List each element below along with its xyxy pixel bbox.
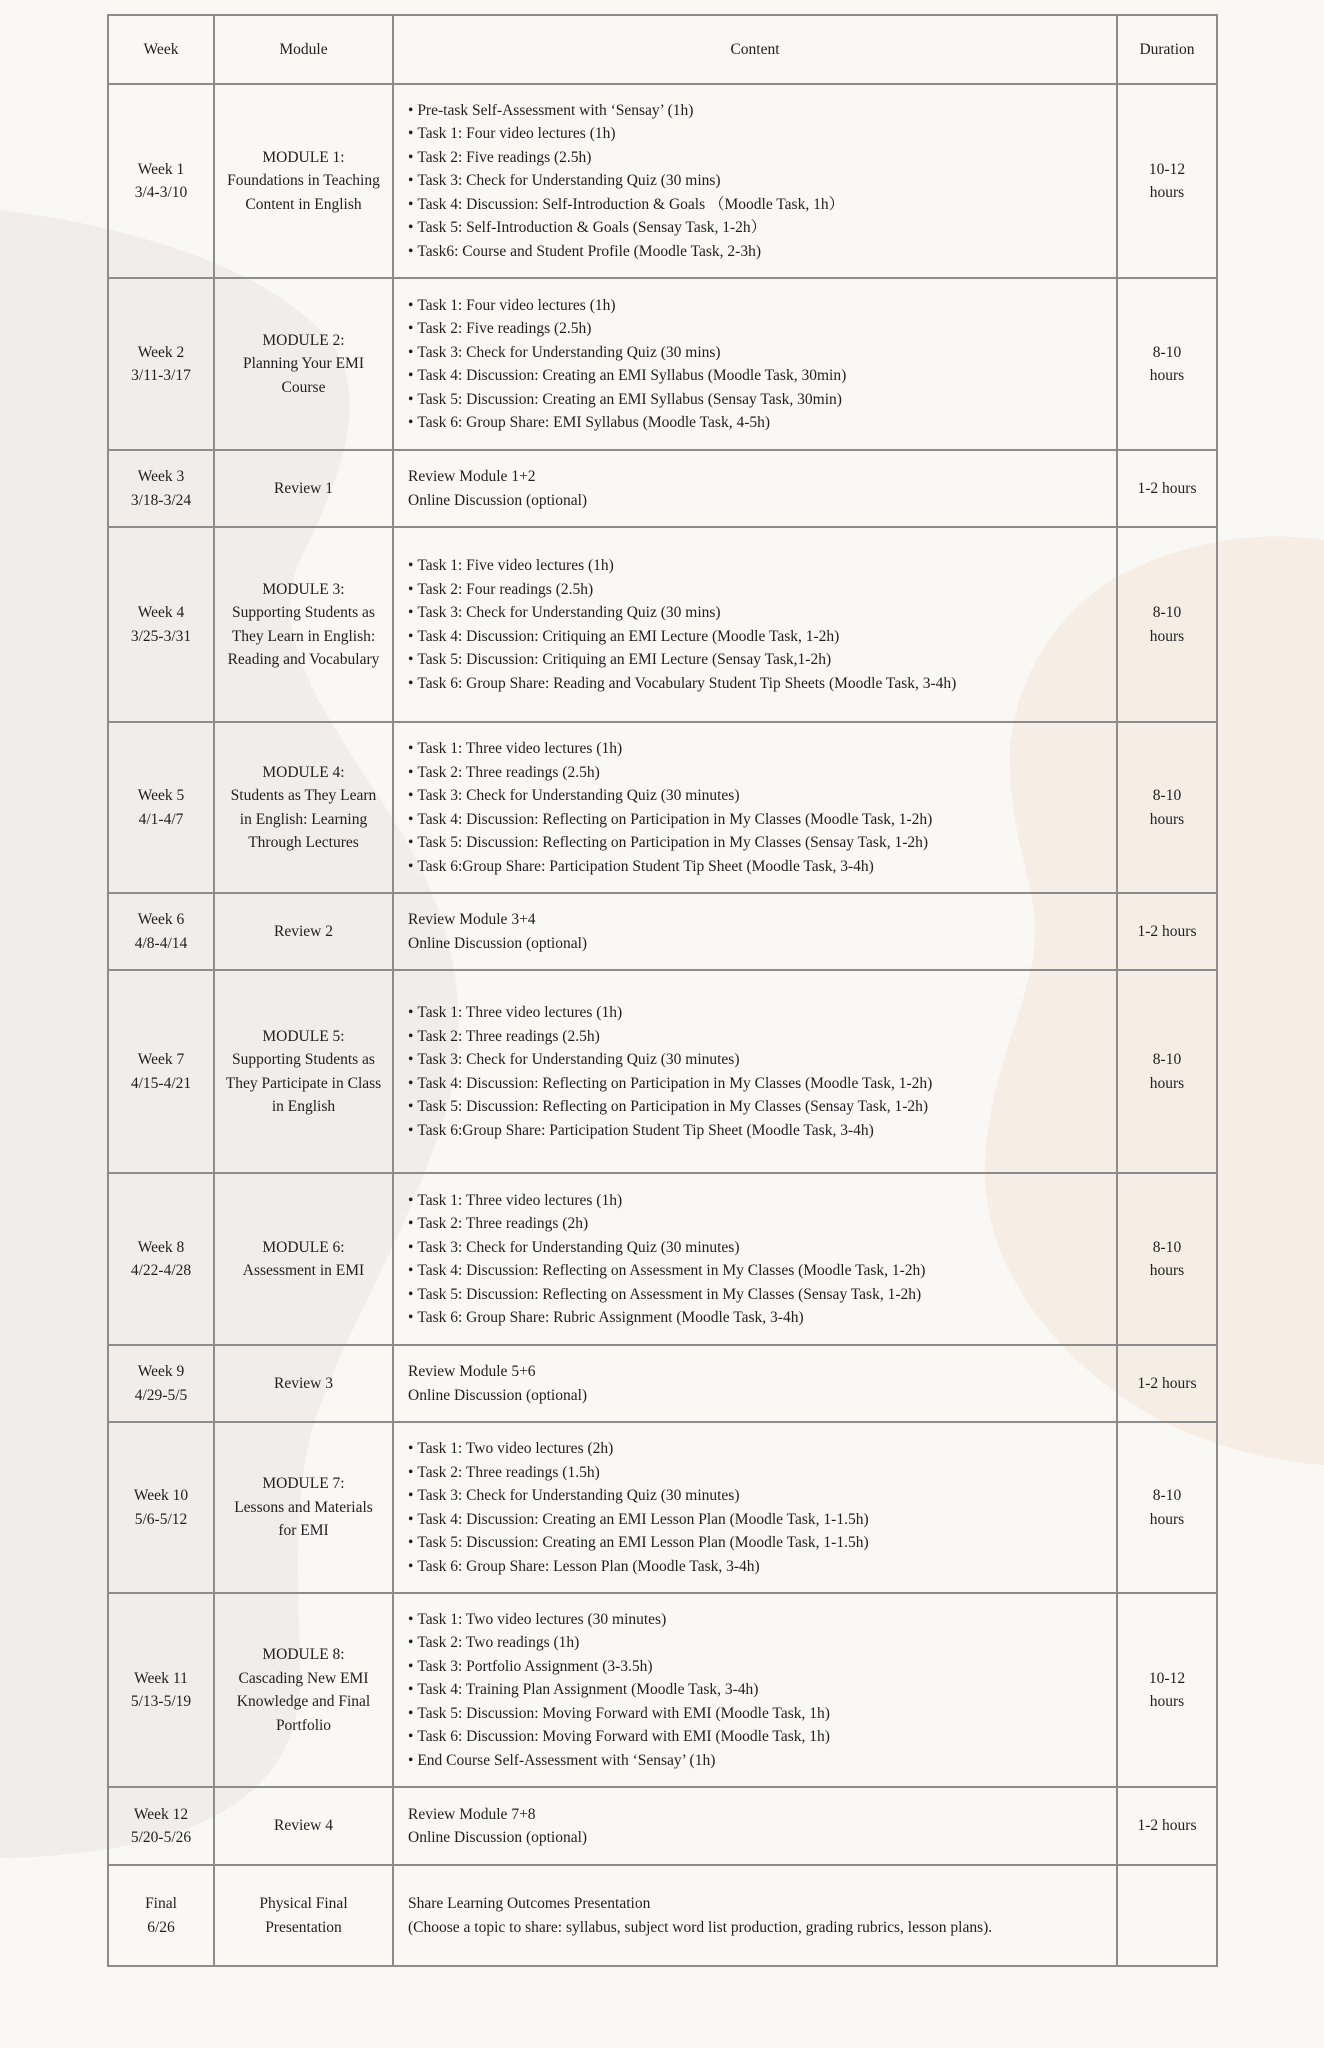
task-item: • Task 1: Three video lectures (1h) (408, 1001, 1104, 1025)
module-label: Review 2 (274, 922, 333, 940)
module-cell (214, 450, 393, 527)
module-label: Presentation (265, 1918, 342, 1936)
task-item: • Task 2: Three readings (2.5h) (408, 1025, 1104, 1049)
duration-cell (1117, 1865, 1217, 1966)
week-label: 6/26 (147, 1918, 175, 1936)
task-item: • Task 3: Check for Understanding Quiz (30 mins) (408, 601, 1104, 625)
table-row (108, 527, 1217, 722)
module-cell (214, 722, 393, 893)
header-module: Module (214, 15, 393, 84)
content-text: Online Discussion (optional) (408, 491, 588, 509)
task-list (408, 1001, 1104, 1142)
week-label: Week 9 (137, 1363, 185, 1380)
content-cell (393, 1173, 1117, 1345)
week-cell (108, 1787, 214, 1865)
week-cell (108, 84, 214, 278)
module-cell (214, 1345, 393, 1422)
table-row (108, 893, 1217, 970)
week-label: 5/20-5/26 (130, 1829, 192, 1846)
duration-cell (1117, 1173, 1217, 1345)
task-item: • Task 1: Three video lectures (1h) (408, 1189, 1104, 1213)
task-item: • Task 1: Two video lectures (30 minutes) (408, 1608, 1104, 1632)
task-item: • Task 6: Group Share: Reading and Vocabulary Student Tip Sheets (Moodle Task, 3-4h) (408, 672, 1104, 696)
task-item: • Task 1: Four video lectures (1h) (408, 294, 1104, 318)
table-row (108, 450, 1217, 527)
week-label: 4/8-4/14 (134, 934, 188, 952)
table-row (108, 1173, 1217, 1345)
header-content: Content (393, 15, 1117, 84)
task-list (408, 1189, 1104, 1330)
content-text: Review Module 5+6 (408, 1363, 536, 1380)
task-item: • Task 1: Two video lectures (2h) (408, 1437, 1104, 1461)
task-item: • Task 4: Discussion: Creating an EMI Syllabus (Moodle Task, 30min) (408, 364, 1104, 388)
table-row (108, 1787, 1217, 1865)
task-item: • Task 2: Three readings (1.5h) (408, 1461, 1104, 1485)
content-text: Review Module 3+4 (408, 911, 536, 928)
content-cell (393, 722, 1117, 893)
week-label: Final (145, 1895, 177, 1912)
module-cell (214, 1593, 393, 1787)
table-row (108, 1345, 1217, 1422)
task-item: • Task 1: Three video lectures (1h) (408, 737, 1104, 761)
content-text: Review Module 7+8 (408, 1805, 536, 1823)
task-item: • Task 3: Check for Understanding Quiz (30 mins) (408, 169, 1104, 193)
week-label: 3/25-3/31 (130, 627, 192, 645)
task-item: • Pre-task Self-Assessment with ‘Sensay’ (1h) (408, 99, 1104, 123)
task-item: • Task 5: Discussion: Creating an EMI Syllabus (Sensay Task, 30min) (408, 388, 1104, 412)
week-cell (108, 1173, 214, 1345)
content-cell (393, 84, 1117, 278)
content-text: Review Module 1+2 (408, 468, 536, 485)
week-label: Week 5 (137, 787, 185, 804)
task-list (408, 99, 1104, 264)
duration-label: 8-10 (1152, 1487, 1182, 1504)
task-item: • Task 6: Discussion: Moving Forward with EMI (Moodle Task, 1h) (408, 1725, 1104, 1749)
task-item: • Task 5: Discussion: Moving Forward with EMI (Moodle Task, 1h) (408, 1702, 1104, 1726)
duration-label: 1-2 hours (1137, 922, 1197, 940)
task-item: • End Course Self-Assessment with ‘Sensay’ (1h) (408, 1749, 1104, 1773)
week-label: 4/29-5/5 (134, 1386, 188, 1404)
task-item: • Task 2: Five readings (2.5h) (408, 146, 1104, 170)
duration-label: 10-12 (1148, 160, 1186, 178)
task-item: • Task 3: Check for Understanding Quiz (30 minutes) (408, 784, 1104, 808)
week-label: 5/6-5/12 (134, 1510, 188, 1528)
table-row (108, 84, 1217, 278)
week-label: 5/13-5/19 (130, 1693, 192, 1710)
header-week: Week (108, 15, 214, 84)
module-label: MODULE 7: (262, 1475, 345, 1493)
module-label: Supporting Students as (232, 1051, 375, 1068)
task-item: • Task 5: Discussion: Reflecting on Participation in My Classes (Sensay Task, 1-2h) (408, 831, 1104, 855)
task-item: • Task 2: Four readings (2.5h) (408, 578, 1104, 602)
module-label: Foundations in Teaching (227, 172, 380, 190)
module-label: They Participate in Class (225, 1074, 382, 1092)
task-item: • Task 4: Discussion: Reflecting on Participation in My Classes (Moodle Task, 1-2h) (408, 1072, 1104, 1096)
module-cell (214, 278, 393, 450)
duration-cell (1117, 893, 1217, 970)
module-label: Cascading New EMI (238, 1669, 369, 1687)
content-text: Online Discussion (optional) (408, 1386, 588, 1404)
task-list (408, 554, 1104, 695)
week-label: Week 8 (137, 1238, 185, 1256)
module-cell (214, 970, 393, 1173)
task-list (408, 1608, 1104, 1773)
task-item: • Task 2: Two readings (1h) (408, 1631, 1104, 1655)
duration-cell (1117, 527, 1217, 722)
content-text: Online Discussion (optional) (408, 1829, 588, 1846)
module-label: Review 1 (274, 479, 333, 497)
duration-label: 8-10 (1152, 604, 1182, 621)
table-row (108, 1593, 1217, 1787)
table-header-row (108, 15, 1217, 84)
task-item: • Task 5: Discussion: Reflecting on Participation in My Classes (Sensay Task, 1-2h) (408, 1095, 1104, 1119)
content-cell (393, 527, 1117, 722)
task-item: • Task 4: Discussion: Creating an EMI Lesson Plan (Moodle Task, 1-1.5h) (408, 1508, 1104, 1532)
task-item: • Task 3: Check for Understanding Quiz (30 minutes) (408, 1048, 1104, 1072)
duration-cell (1117, 1787, 1217, 1865)
duration-cell (1117, 278, 1217, 450)
task-item: • Task 4: Discussion: Critiquing an EMI Lecture (Moodle Task, 1-2h) (408, 625, 1104, 649)
table-row (108, 1865, 1217, 1966)
week-label: Week 3 (137, 468, 185, 485)
module-cell (214, 1787, 393, 1865)
module-label: They Learn in English: (231, 627, 376, 645)
week-label: 3/11-3/17 (131, 367, 191, 384)
duration-label: hours (1149, 1262, 1185, 1279)
week-label: 3/18-3/24 (130, 491, 192, 509)
duration-cell (1117, 722, 1217, 893)
duration-label: hours (1149, 1074, 1185, 1092)
module-label: MODULE 1: (262, 148, 345, 166)
table-row (108, 970, 1217, 1173)
module-label: Review 4 (274, 1817, 333, 1835)
task-item: • Task 4: Discussion: Reflecting on Participation in My Classes (Moodle Task, 1-2h) (408, 808, 1104, 832)
duration-label: 1-2 hours (1137, 1374, 1197, 1392)
module-cell (214, 1422, 393, 1593)
module-label: MODULE 4: (262, 763, 345, 781)
duration-label: 8-10 (1152, 343, 1182, 361)
content-text: (Choose a topic to share: syllabus, subject word list production, grading rubrics, lesson plans). (408, 1918, 993, 1936)
module-cell (214, 84, 393, 278)
task-item: • Task 4: Discussion: Reflecting on Assessment in My Classes (Moodle Task, 1-2h) (408, 1259, 1104, 1283)
week-label: Week 2 (137, 343, 185, 361)
duration-label: hours (1149, 1510, 1185, 1528)
task-item: • Task 3: Check for Understanding Quiz (30 mins) (408, 341, 1104, 365)
duration-label: hours (1149, 184, 1185, 201)
module-label: Course (281, 378, 326, 396)
week-label: 3/4-3/10 (134, 184, 188, 201)
week-cell (108, 450, 214, 527)
module-label: MODULE 2: (262, 331, 345, 349)
duration-cell (1117, 450, 1217, 527)
week-label: Week 7 (137, 1051, 185, 1068)
module-label: in English (271, 1098, 336, 1115)
module-label: Through Lectures (248, 834, 359, 851)
module-cell (214, 1865, 393, 1966)
duration-label: hours (1149, 1693, 1185, 1710)
module-label: MODULE 8: (262, 1646, 345, 1663)
week-cell (108, 1865, 214, 1966)
content-cell (393, 1345, 1117, 1422)
task-item: • Task 6:Group Share: Participation Student Tip Sheet (Moodle Task, 3-4h) (408, 1119, 1104, 1143)
task-item: • Task 4: Training Plan Assignment (Moodle Task, 3-4h) (408, 1678, 1104, 1702)
module-label: MODULE 3: (262, 580, 345, 598)
duration-label: hours (1149, 627, 1185, 645)
content-cell (393, 278, 1117, 450)
duration-label: 8-10 (1152, 787, 1182, 804)
duration-label: 8-10 (1152, 1238, 1182, 1256)
module-label: Content in English (245, 195, 362, 213)
course-schedule-table (107, 14, 1218, 1967)
content-cell (393, 970, 1117, 1173)
week-label: Week 10 (133, 1487, 189, 1504)
content-cell (393, 450, 1117, 527)
task-item: • Task 5: Discussion: Creating an EMI Lesson Plan (Moodle Task, 1-1.5h) (408, 1531, 1104, 1555)
content-text: Share Learning Outcomes Presentation (408, 1895, 651, 1912)
table-row (108, 1422, 1217, 1593)
task-item: • Task 5: Discussion: Reflecting on Assessment in My Classes (Sensay Task, 1-2h) (408, 1283, 1104, 1307)
duration-cell (1117, 1422, 1217, 1593)
week-label: 4/15-4/21 (130, 1074, 192, 1092)
module-cell (214, 527, 393, 722)
content-cell (393, 1787, 1117, 1865)
module-label: for EMI (278, 1522, 329, 1540)
week-label: Week 1 (137, 160, 185, 178)
duration-cell (1117, 1593, 1217, 1787)
table-row (108, 722, 1217, 893)
week-cell (108, 893, 214, 970)
table-body (108, 84, 1217, 1966)
table-row (108, 278, 1217, 450)
week-cell (108, 1593, 214, 1787)
module-label: Students as They Learn (230, 787, 377, 804)
task-item: • Task 5: Discussion: Critiquing an EMI Lecture (Sensay Task,1-2h) (408, 648, 1104, 672)
week-label: Week 6 (137, 911, 185, 928)
task-item: • Task 3: Portfolio Assignment (3-3.5h) (408, 1655, 1104, 1679)
week-label: 4/1-4/7 (138, 810, 184, 828)
duration-cell (1117, 1345, 1217, 1422)
week-cell (108, 722, 214, 893)
module-label: Review 3 (274, 1374, 333, 1392)
task-item: • Task 3: Check for Understanding Quiz (30 minutes) (408, 1236, 1104, 1260)
module-label: Planning Your EMI (242, 355, 364, 373)
week-label: 4/22-4/28 (130, 1262, 192, 1279)
week-label: Week 12 (133, 1805, 189, 1823)
duration-label: hours (1149, 810, 1185, 828)
duration-label: hours (1149, 367, 1185, 384)
duration-cell (1117, 84, 1217, 278)
task-item: • Task 4: Discussion: Self-Introduction & Goals （Moodle Task, 1h） (408, 193, 1104, 217)
duration-label: 1-2 hours (1137, 1817, 1197, 1835)
task-item: • Task 3: Check for Understanding Quiz (30 minutes) (408, 1484, 1104, 1508)
module-cell (214, 893, 393, 970)
module-label: Portfolio (275, 1716, 332, 1734)
content-cell (393, 1593, 1117, 1787)
duration-cell (1117, 970, 1217, 1173)
task-item: • Task 2: Three readings (2h) (408, 1212, 1104, 1236)
module-label: Supporting Students as (232, 604, 375, 621)
content-cell (393, 1422, 1117, 1593)
module-label: Reading and Vocabulary (227, 651, 380, 668)
week-cell (108, 278, 214, 450)
content-cell (393, 1865, 1117, 1966)
task-item: • Task 6: Group Share: EMI Syllabus (Moodle Task, 4-5h) (408, 411, 1104, 435)
module-cell (214, 1173, 393, 1345)
task-item: • Task6: Course and Student Profile (Moodle Task, 2-3h) (408, 240, 1104, 264)
week-cell (108, 527, 214, 722)
week-cell (108, 1345, 214, 1422)
week-label: Week 11 (134, 1669, 188, 1687)
module-label: Assessment in EMI (242, 1262, 365, 1279)
task-item: • Task 5: Self-Introduction & Goals (Sensay Task, 1-2h） (408, 216, 1104, 240)
module-label: Physical Final (259, 1895, 348, 1912)
task-item: • Task 6:Group Share: Participation Student Tip Sheet (Moodle Task, 3-4h) (408, 855, 1104, 879)
task-list (408, 1437, 1104, 1578)
week-cell (108, 970, 214, 1173)
duration-label: 1-2 hours (1137, 479, 1197, 497)
task-list (408, 737, 1104, 878)
content-text: Online Discussion (optional) (408, 934, 588, 952)
task-item: • Task 1: Five video lectures (1h) (408, 554, 1104, 578)
module-label: Knowledge and Final (236, 1693, 371, 1710)
module-label: Lessons and Materials (234, 1498, 373, 1516)
task-item: • Task 2: Five readings (2.5h) (408, 317, 1104, 341)
week-label: Week 4 (137, 604, 185, 621)
task-item: • Task 6: Group Share: Lesson Plan (Moodle Task, 3-4h) (408, 1555, 1104, 1579)
header-duration: Duration (1117, 15, 1217, 84)
duration-label: 8-10 (1152, 1051, 1182, 1068)
task-item: • Task 2: Three readings (2.5h) (408, 761, 1104, 785)
module-label: MODULE 6: (262, 1238, 345, 1256)
task-item: • Task 6: Group Share: Rubric Assignment (Moodle Task, 3-4h) (408, 1306, 1104, 1330)
duration-label: 10-12 (1148, 1669, 1186, 1687)
module-label: in English: Learning (239, 810, 368, 828)
task-list (408, 294, 1104, 435)
content-cell (393, 893, 1117, 970)
module-label: MODULE 5: (262, 1027, 345, 1045)
week-cell (108, 1422, 214, 1593)
task-item: • Task 1: Four video lectures (1h) (408, 122, 1104, 146)
